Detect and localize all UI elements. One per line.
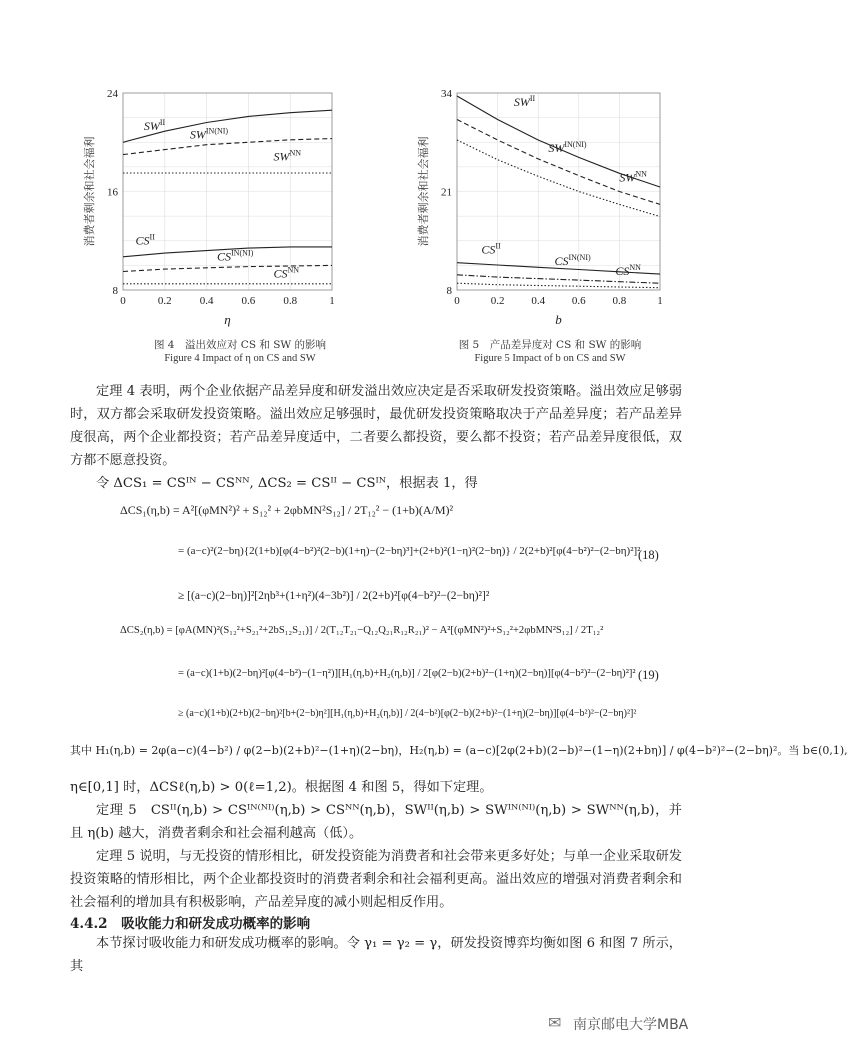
series-label: $CS^{NN}$ — [273, 265, 300, 281]
y-tick-label: 8 — [446, 285, 452, 297]
watermark-text: 南京邮电大学MBA — [573, 1017, 689, 1033]
figures-canvas — [0, 0, 750, 380]
series-label: $SW^{IN(NI)}$ — [548, 140, 587, 156]
equation-18-number: (18) — [638, 548, 659, 562]
y-tick-label: 24 — [107, 88, 118, 100]
series-label: $CS^{II}$ — [135, 232, 155, 248]
section-heading-4-4-2: 4.4.2 吸收能力和研发成功概率的影响 — [70, 916, 311, 932]
series-label: $CS^{IN(NI)}$ — [217, 248, 254, 264]
equation-19-number: (19) — [638, 668, 659, 682]
x-tick-label: 0.6 — [241, 295, 256, 307]
y-tick-label: 21 — [441, 186, 452, 199]
series-label: $CS^{II}$ — [481, 241, 501, 257]
x-tick-label: 0 — [454, 295, 460, 307]
series-label: $SW^{II}$ — [143, 117, 166, 133]
y-tick-label: 34 — [441, 88, 452, 100]
series-label: $SW^{NN}$ — [619, 169, 647, 185]
x-tick-label: 1 — [329, 295, 335, 307]
fig4-caption-cn: 图 4 溢出效应对 CS 和 SW 的影响 — [153, 339, 327, 351]
y-tick-label: 8 — [112, 285, 118, 297]
equation-18-line1: ΔCS₁(η,b) = A²[(φMN²)² + S₁₂² + 2φbMN²S₁₂] / 2T₁₂² − (1+b)(A/M)² — [120, 503, 454, 517]
x-tick-label: 0.4 — [531, 295, 546, 307]
equation-19-line2: = (a−c)(1+b)(2−bη)²[φ(4−b²)−(1−η²)][H₁(η,b)+H₂(η,b)] / 2[φ(2−b)(2+b)²−(1+η)(2−bη)][φ(4−b²)²−(2−bη)²]² — [178, 668, 636, 679]
x-tick-label: 0.4 — [199, 295, 214, 307]
equation-19-line3: ≥ (a−c)(1+b)(2+b)(2−bη)²[b+(2−b)η²][H₁(η,b)+H₂(η,b)] / 2(4−b²)[φ(2−b)(2+b)²−(1+η)(2−bη)][φ(4−b²)²−(2−bη)²]² — [178, 708, 637, 719]
paragraph-define-delta: 令 ΔCS₁ = CSᴵᴺ − CSᴺᴺ, ΔCS₂ = CSᴵᴵ − CSᴵᴺ，根据表 1，得 — [96, 476, 478, 491]
series-label: $SW^{II}$ — [513, 93, 536, 109]
paragraph-delta-positive: η∈[0,1] 时，ΔCSℓ(η,b) > 0(ℓ=1,2)。根据图 4 和图 5，得如下定理。 — [70, 780, 493, 795]
x-tick-label: 0.8 — [612, 295, 627, 307]
paragraph-theorem4-summary: 定理 4 表明，两个企业依据产品差异度和研发溢出效应决定是否采取研发投资策略。溢出效应足够弱时，双方都会采取研发投资策略。溢出效应足够强时，最优研发投资策略取决于产品差异度；若产品差异度很高，两个企业都投资；若产品差异度适中，二者要么都投资，要么都不投资；若产品差异度很低，双方都不愿意投资。 — [70, 384, 682, 468]
series-line — [457, 283, 660, 288]
equation-18-line3: ≥ [(a−c)(2−bη)]²[2ηb³+(1+η²)(4−3b²)] / 2(2+b)²[φ(4−b²)²−(2−bη)²]² — [178, 590, 490, 602]
equation-19-line1: ΔCS₂(η,b) = [φA(MN)²(S₁₂²+S₂₁²+2bS₁₂S₂₁)] / 2(T₁₂T₂₁−Q₁₂Q₂₁R₁₂R₂₁)² − A²[(φMN²)²+S₁₂²+2φbMN²S₁₂] / 2T₁₂² — [120, 625, 604, 636]
x-axis-label: η — [224, 312, 231, 327]
fig5-caption-cn: 图 5 产品差异度对 CS 和 SW 的影响 — [458, 339, 642, 351]
equation-18-line2: = (a−c)²(2−bη){2(1+b)[φ(4−b²)²(2−b)(1+η)−(2−bη)³]+(2+b)²(1−η)²(2−bη)} / 2(2+b)²[φ(4−b²)²−(2−bη)²]² — [178, 545, 641, 557]
x-tick-label: 0.8 — [283, 295, 298, 307]
series-line — [123, 265, 332, 271]
x-tick-label: 0 — [120, 295, 126, 307]
x-axis-label: b — [555, 312, 562, 327]
series-line — [457, 275, 660, 283]
series-label: $SW^{IN(NI)}$ — [189, 126, 229, 142]
fig4-caption-en: Figure 4 Impact of η on CS and SW — [164, 353, 316, 364]
x-tick-label: 0.2 — [157, 295, 172, 307]
x-tick-label: 0.6 — [571, 295, 586, 307]
x-tick-label: 1 — [657, 295, 663, 307]
fig5-caption-en: Figure 5 Impact of b on CS and SW — [474, 353, 626, 364]
paragraph-h-definitions: 其中 H₁(η,b) = 2φ(a−c)(4−b²) / φ(2−b)(2+b)²−(1+η)(2−bη)，H₂(η,b) = (a−c)[2φ(2+b)(2−b)²−(1−η)(2+bη)] / φ(4−b²)²−(2−bη)²。当 b∈(0,1), — [70, 744, 848, 757]
series-label: $CS^{NN}$ — [615, 262, 641, 278]
series-label: $CS^{IN(NI)}$ — [554, 252, 591, 268]
y-tick-label: 16 — [107, 186, 118, 199]
paragraph-theorem5-explanation: 定理 5 说明，与无投资的情形相比，研发投资能为消费者和社会带来更多好处；与单一企业采取研发投资策略的情形相比，两个企业都投资时的消费者剩余和社会福利更高。溢出效应的增强对消费者剩余和社会福利的增加具有积极影响，产品差异度的减小则起相反作用。 — [70, 849, 682, 910]
paragraph-section-intro: 本节探讨吸收能力和研发成功概率的影响。令 γ₁ = γ₂ = γ，研发投资博弈均衡如图 6 和图 7 所示，其 — [70, 936, 682, 974]
y-axis-label: 消费者剩余和社会福利 — [417, 136, 430, 247]
series-label: $SW^{NN}$ — [273, 148, 302, 164]
wechat-icon: ✉ — [548, 1013, 562, 1032]
y-axis-label: 消费者剩余和社会福利 — [83, 136, 96, 247]
x-tick-label: 0.2 — [490, 295, 505, 307]
paragraph-theorem5: 定理 5 CSᴵᴵ(η,b) > CSᴵᴺ⁽ᴺᴵ⁾(η,b) > CSᴺᴺ(η,b)，SWᴵᴵ(η,b) > SWᴵᴺ⁽ᴺᴵ⁾(η,b) > SWᴺᴺ(η,b)，并且 η(b) 越大，消费者剩余和社会福利越高（低）。 — [70, 803, 682, 841]
